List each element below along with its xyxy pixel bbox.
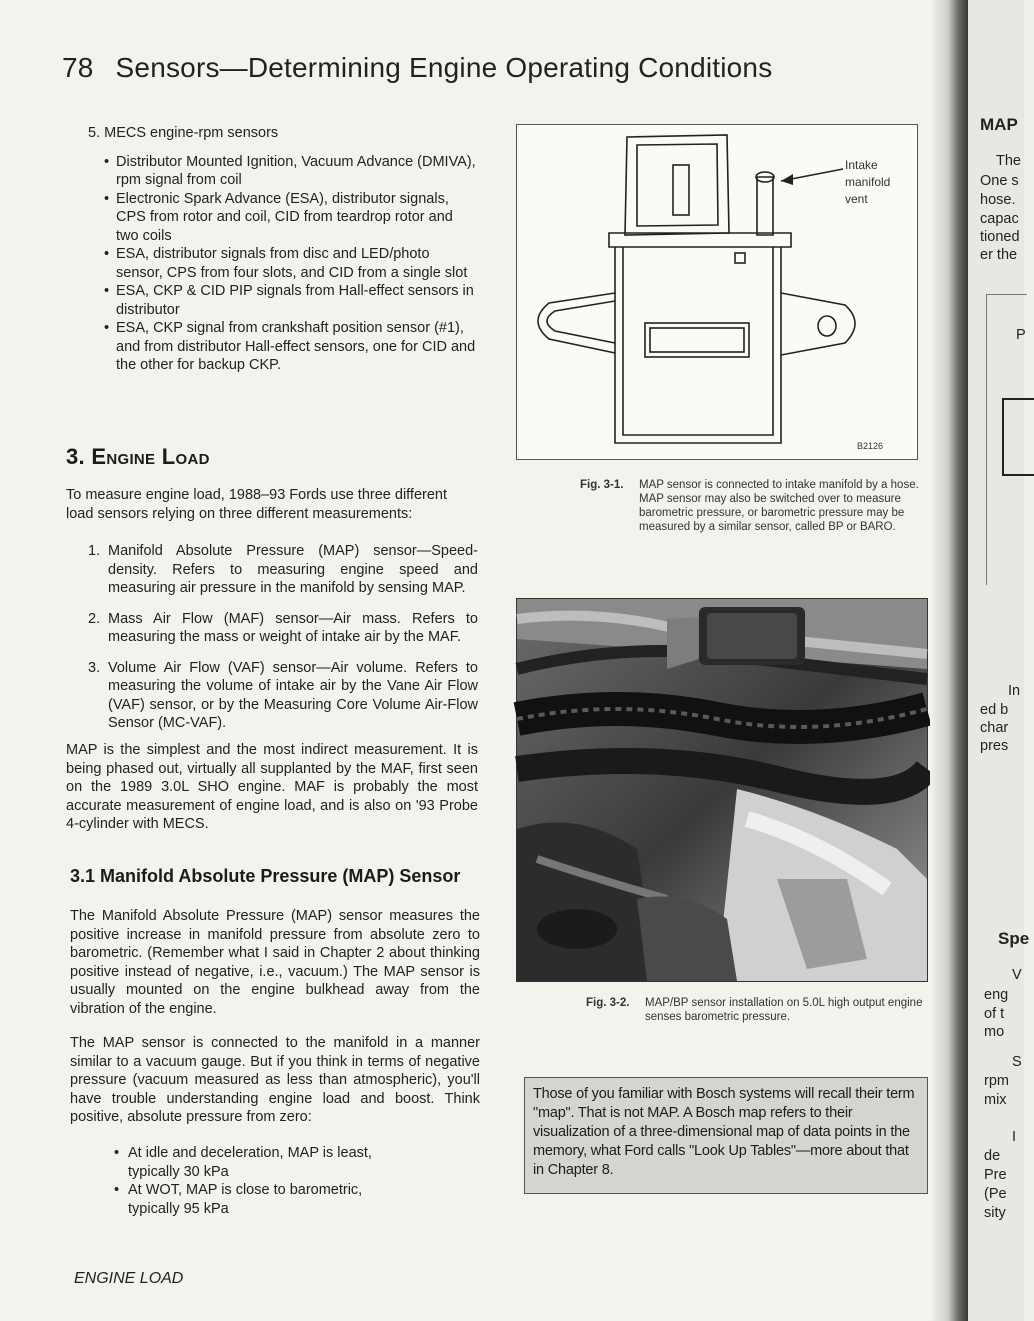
mecs-sensor-list bbox=[88, 124, 478, 375]
item-number: 3. bbox=[88, 659, 101, 676]
fragment-text: Pre bbox=[984, 1167, 1007, 1183]
map-paragraph-2: The MAP sensor is connected to the manifold in a manner similar to a vacuum gauge. But if you think in terms of negative pressure (vacuum measured as less than atmospheric), you'll have trouble understanding engine load and boost. Think positive, absolute pressure from zero: bbox=[70, 1035, 480, 1125]
fragment-text: hose. bbox=[980, 192, 1016, 208]
fragment-text: S bbox=[1012, 1054, 1022, 1070]
fragment-text: char bbox=[980, 720, 1009, 736]
fragment-text: The bbox=[996, 153, 1021, 169]
fragment-text: In bbox=[1008, 683, 1021, 699]
fragment-text: tioned bbox=[980, 229, 1020, 245]
fragment-text: of t bbox=[984, 1006, 1005, 1022]
load-sensor-list bbox=[88, 542, 478, 745]
fragment-text: I bbox=[1012, 1129, 1017, 1145]
fragment-text: Spe bbox=[998, 929, 1030, 948]
sidebar-note bbox=[524, 1077, 928, 1194]
list-item bbox=[88, 542, 478, 598]
fragment-text: rpm bbox=[984, 1073, 1009, 1089]
engine-photo bbox=[516, 598, 928, 982]
caption-text: MAP sensor is connected to intake manifold by a hose. MAP sensor may also be switched over to measure barometric pressure, or barometric pressure may be measured by a similar sensor, called BP or BARO. bbox=[639, 479, 919, 533]
fragment-frame bbox=[1002, 398, 1034, 476]
subsection-heading: 3.1 Manifold Absolute Pressure (MAP) Sensor bbox=[70, 866, 461, 886]
list-item: • Electronic Spark Advance (ESA), distributor signals, CPS from rotor and coil, CID from teardrop rotor and two coils bbox=[88, 190, 478, 246]
callout-vent: vent bbox=[845, 192, 868, 206]
fragment-text: de bbox=[984, 1148, 1001, 1164]
list-item: • At idle and deceleration, MAP is least, typically 30 kPa bbox=[114, 1144, 414, 1181]
item-number: 2. bbox=[88, 610, 101, 627]
item-text: Volume Air Flow (VAF) sensor—Air volume. Refers to measuring the volume of intake air by the Vane Air Flow (VAF) sensor, or by the Measuring Core Volume Air-Flow Sensor (MC-VAF). bbox=[108, 659, 478, 731]
figure-2-caption bbox=[586, 996, 926, 1024]
item-text: Mass Air Flow (MAF) sensor—Air mass. Refers to measuring the mass or weight of intake air by the MAF. bbox=[108, 610, 478, 645]
figure-code: B2126 bbox=[856, 441, 883, 451]
caption-text: MAP/BP sensor installation on 5.0L high output engine senses barometric pressure. bbox=[645, 997, 923, 1023]
fragment-text: capac bbox=[980, 211, 1019, 227]
fragment-text: mo bbox=[984, 1024, 1005, 1040]
page-header bbox=[62, 52, 772, 84]
note-text: Those of you familiar with Bosch systems will recall their term "map". That is not MAP. A Bosch map refers to their visualization of a three-dimensional map of data points in the memory, what Ford calls "Look Up Tables"—more about that in Chapter 8. bbox=[533, 1086, 915, 1178]
section-heading bbox=[66, 444, 210, 470]
map-paragraph: MAP is the simplest and the most indirect measurement. It is being phased out, virtually all supplanted by the MAF, first seen on the 1989 3.0L SHO engine. MAF is probably the most accurate measurement of engine load, and is also on '93 Probe 4-cylinder with MECS. bbox=[66, 742, 478, 832]
fragment-text: V bbox=[1012, 967, 1022, 983]
item-text: Manifold Absolute Pressure (MAP) sensor—Speed-density. Refers to measuring engine speed and measuring air pressure in the manifold by sensing MAP. bbox=[108, 543, 478, 596]
fragment-text: sity bbox=[984, 1205, 1006, 1221]
figure-label: Fig. 3-2. bbox=[586, 997, 630, 1009]
list-lead: 5. MECS engine-rpm sensors bbox=[88, 125, 279, 141]
list-item: • At WOT, MAP is close to barometric, typically 95 kPa bbox=[114, 1181, 414, 1218]
figure-1-caption bbox=[580, 478, 922, 534]
page-title: Sensors—Determining Engine Operating Conditions bbox=[115, 52, 773, 83]
item-number: 1. bbox=[88, 543, 101, 559]
map-sensor-figure bbox=[516, 124, 918, 460]
fragment-text: eng bbox=[984, 987, 1009, 1003]
running-footer: ENGINE LOAD bbox=[74, 1270, 184, 1287]
adjacent-page-fragment bbox=[968, 0, 1030, 1321]
figure-label: Fig. 3-1. bbox=[580, 479, 624, 491]
map-values-list bbox=[114, 1144, 414, 1218]
callout-manifold: manifold bbox=[845, 175, 891, 189]
list-item: • ESA, distributor signals from disc and LED/photo sensor, CPS from four slots, and CID from a single slot bbox=[88, 245, 478, 282]
fragment-text: mix bbox=[984, 1092, 1007, 1108]
fragment-text: P bbox=[1016, 327, 1026, 343]
list-item bbox=[88, 659, 478, 733]
map-paragraph-1: The Manifold Absolute Pressure (MAP) sensor measures the positive increase in manifold pressure from absolute zero to barometric. (Remember what I said in Chapter 2 about thinking positive instead of negative, i.e., vacuum.) The MAP sensor is usually mounted on the engine bulkhead away from the vibration of the engine. bbox=[70, 908, 480, 1017]
section-number: 3. bbox=[66, 444, 85, 469]
page-number: 78 bbox=[62, 52, 94, 83]
list-item: • ESA, CKP signal from crankshaft position sensor (#1), and from distributor Hall-effect sensors, one for CID and the other for backup CKP. bbox=[88, 319, 478, 375]
list-item bbox=[88, 610, 478, 647]
book-gutter-shadow bbox=[930, 0, 970, 1321]
fragment-text: ed b bbox=[980, 702, 1009, 718]
intro-paragraph: To measure engine load, 1988–93 Fords use three different load sensors relying on three different measurements: bbox=[66, 487, 448, 522]
fragment-text: MAP bbox=[980, 115, 1018, 134]
list-item: • Distributor Mounted Ignition, Vacuum Advance (DMIVA), rpm signal from coil bbox=[88, 153, 478, 190]
fragment-text: pres bbox=[980, 738, 1009, 754]
fragment-text: er the bbox=[980, 247, 1018, 263]
engine-photo-drawing bbox=[517, 599, 927, 981]
list-item: • ESA, CKP & CID PIP signals from Hall-effect sensors in distributor bbox=[88, 282, 478, 319]
fragment-text: (Pe bbox=[984, 1186, 1007, 1202]
callout-intake: Intake bbox=[845, 158, 878, 172]
fragment-text: One s bbox=[980, 173, 1019, 189]
map-sensor-drawing bbox=[517, 125, 917, 459]
section-title: Engine Load bbox=[91, 444, 210, 469]
